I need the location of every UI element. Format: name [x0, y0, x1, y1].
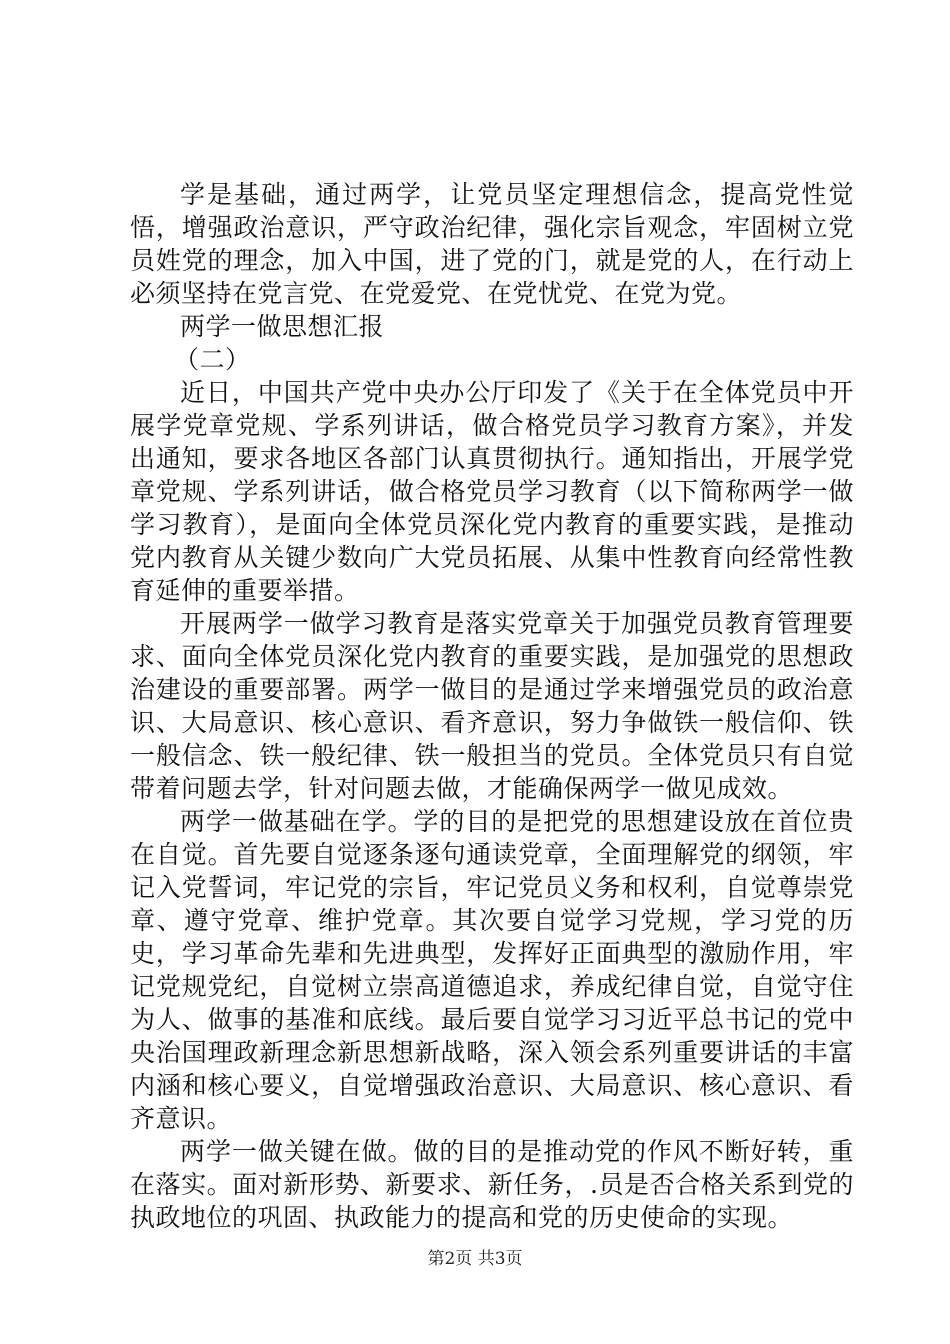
body-paragraph-3: 两学一做基础在学。学的目的是把党的思想建设放在首位贵在自觉。首先要自觉逐条逐句通读党章，全面理解党的纲领，牢记入党誓词，牢记党的宗旨，牢记党员义务和权利，自觉尊崇党章、遵守党章、维护党章。其次要自觉学习党规，学习党的历史，学习革命先辈和先进典型，发挥好正面典型的激励作用，牢记党规党纪，自觉树立崇高道德追求，养成纪律自觉，自觉守住为人、做事的基准和底线。最后要自觉学习习近平总书记的党中央治国理政新理念新思想新战略，深入领会系列重要讲话的丰富内涵和核心要义，自觉增强政治意识、大局意识、核心意识、看齐意识。	[130, 807, 854, 1133]
body-paragraph-4: 两学一做关键在做。做的目的是推动党的作风不断好转，重在落实。面对新形势、新要求、新任务，.员是否合格关系到党的执政地位的巩固、执政能力的提高和党的历史使命的实现。	[130, 1137, 854, 1232]
body-paragraph-2: 开展两学一做学习教育是落实党章关于加强党员教育管理要求、面向全体党员深化党内教育的重要实践，是加强党的思想政治建设的重要部署。两学一做目的是通过学来增强党员的政治意识、大局意识、核心意识、看齐意识，努力争做铁一般信仰、铁一般信念、铁一般纪律、铁一般担当的党员。全体党员只有自觉带着问题去学，针对问题去做，才能确保两学一做见成效。	[130, 609, 854, 803]
body-paragraph-1: 近日，中国共产党中央办公厅印发了《关于在全体党员中开展学党章党规、学系列讲话，做合格党员学习教育方案》，并发出通知，要求各地区各部门认真贯彻执行。通知指出，开展学党章党规、学系列讲话，做合格党员学习教育（以下简称两学一做学习教育），是面向全体党员深化党内教育的重要实践，是推动党内教育从关键少数向广大党员拓展、从集中性教育向经常性教育延伸的重要举措。	[130, 378, 854, 605]
page-footer: 第2页 共3页	[427, 1249, 523, 1269]
report-title: 两学一做思想汇报	[180, 312, 385, 341]
document-body	[130, 178, 854, 1234]
section-number: （二）	[174, 345, 251, 374]
intro-paragraph: 学是基础，通过两学，让党员坚定理想信念，提高党性觉悟，增强政治意识，严守政治纪律，强化宗旨观念，牢固树立党员姓党的理念，加入中国，进了党的门，就是党的人，在行动上必须坚持在党言党、在党爱党、在党忧党、在党为党。	[130, 180, 854, 308]
